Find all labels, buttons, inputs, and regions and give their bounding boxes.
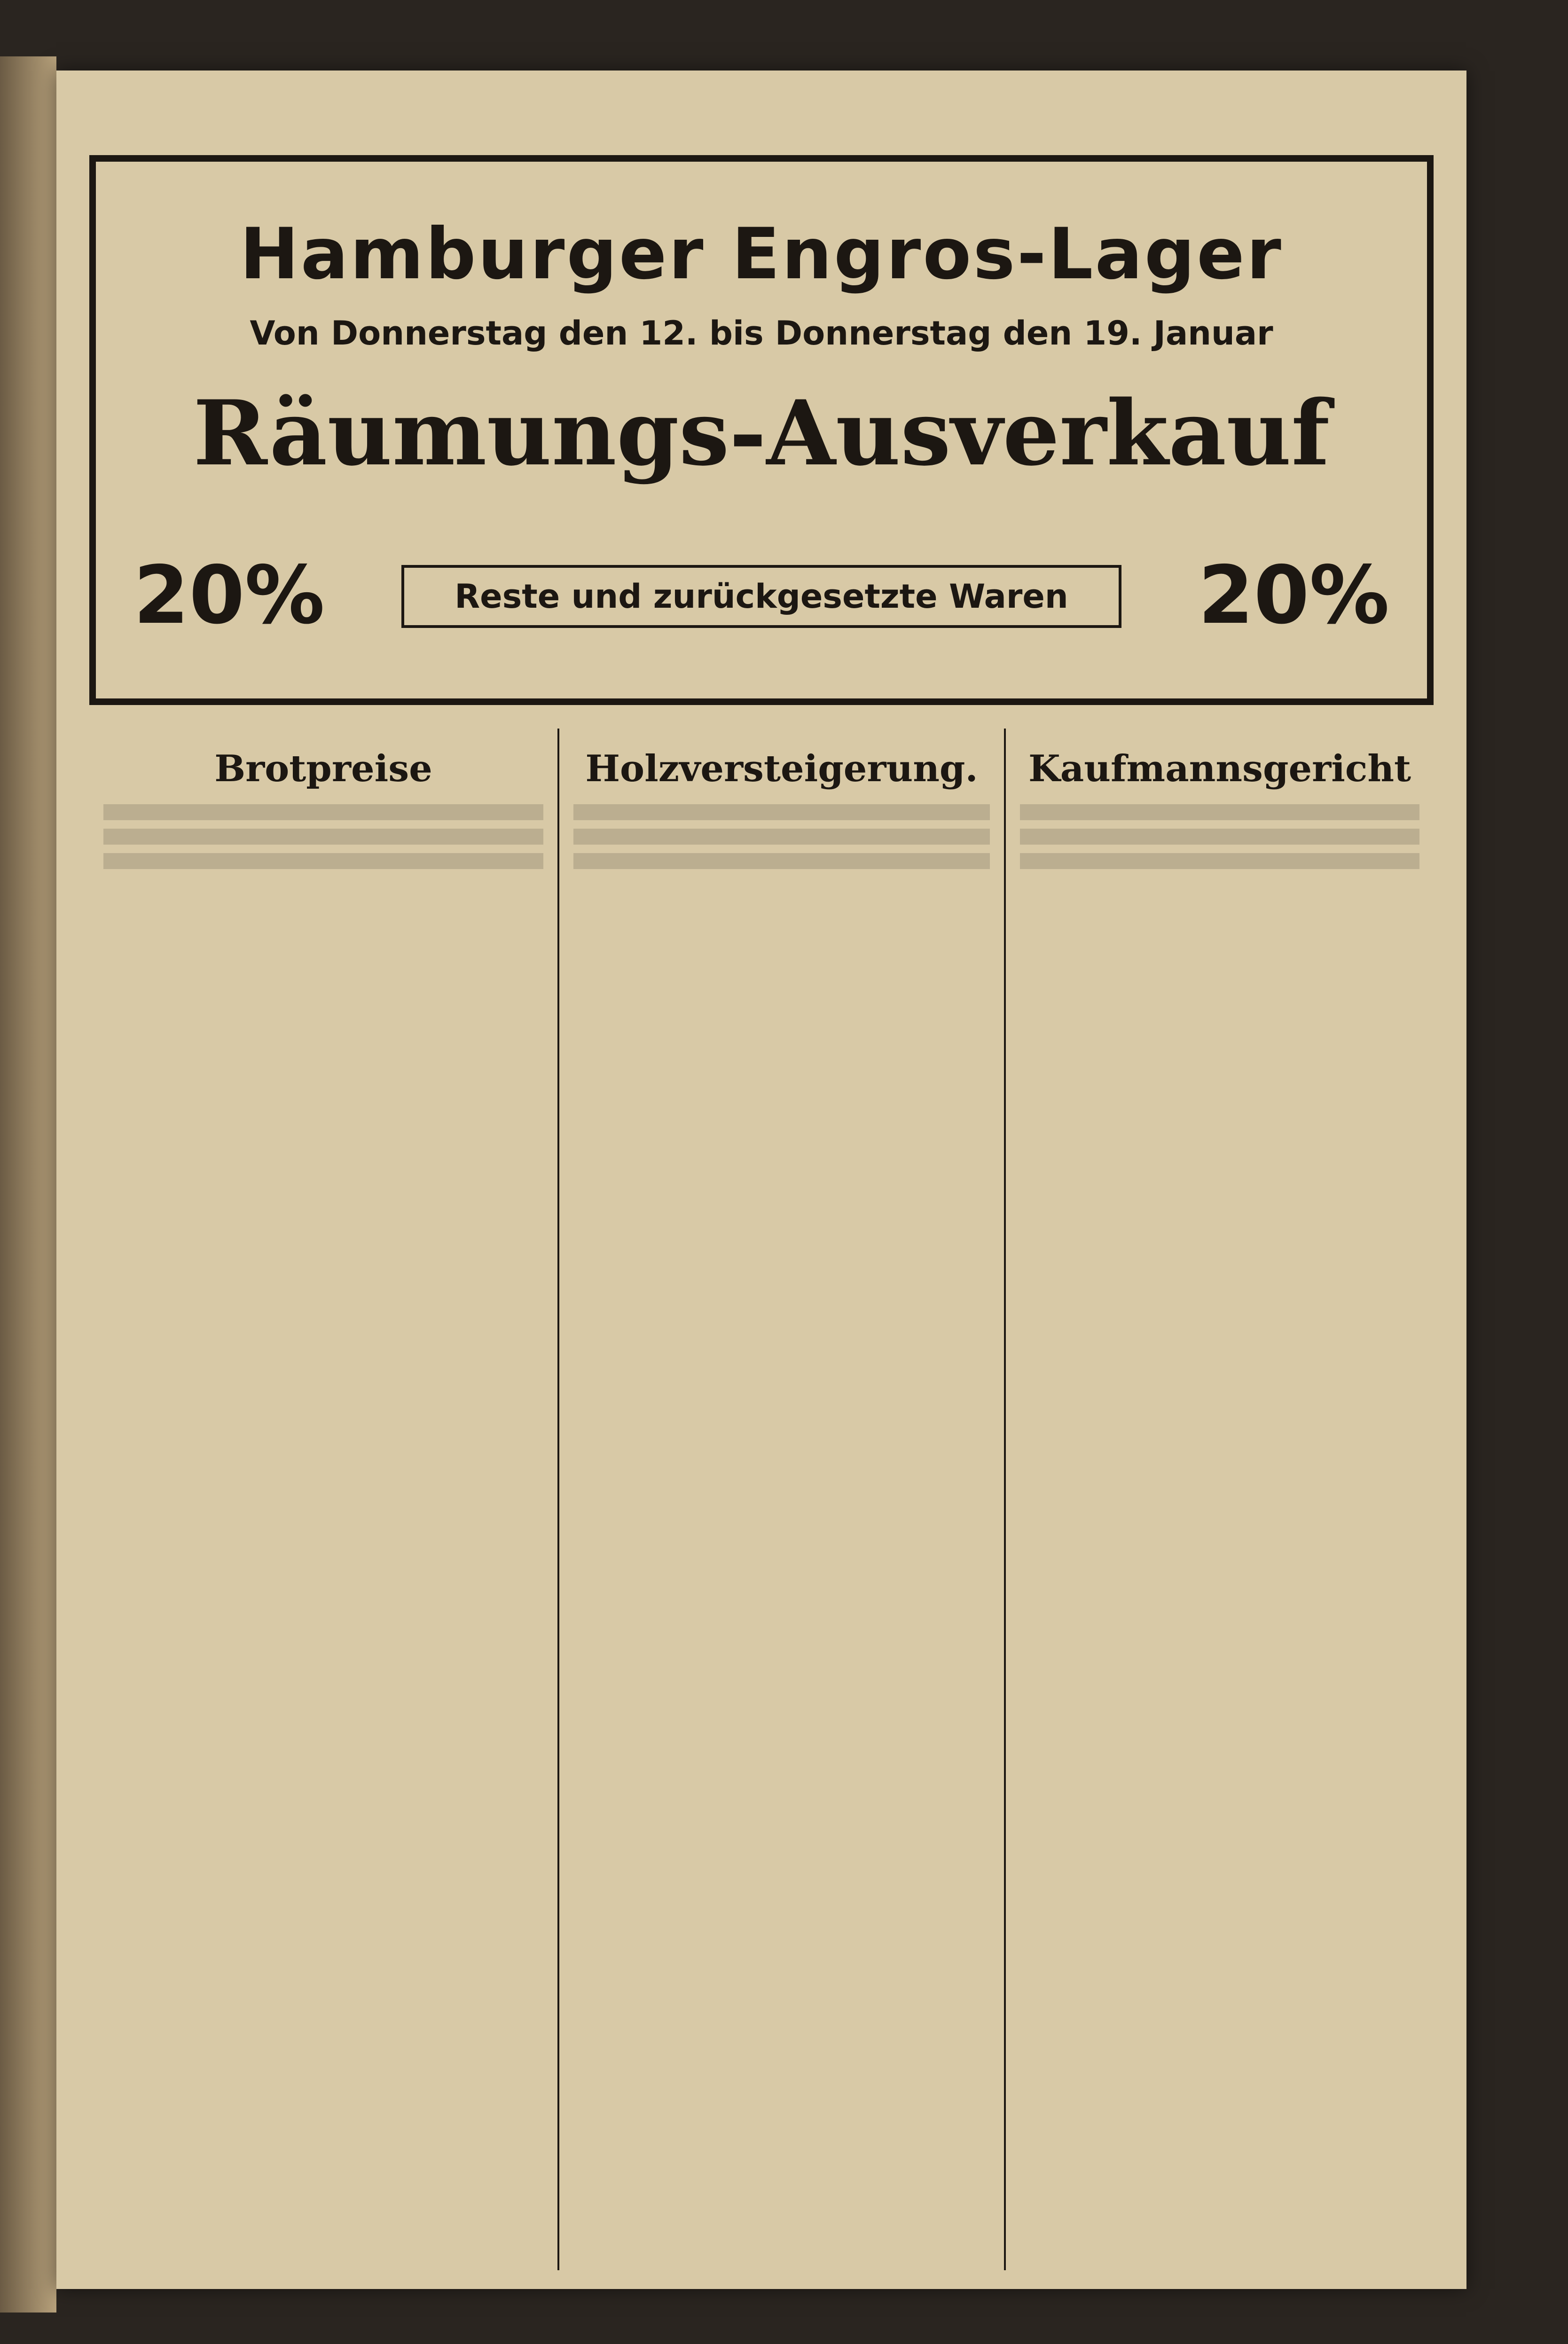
column-heading: Brotpreise — [214, 747, 432, 790]
column-heading: Kaufmannsgericht — [1028, 747, 1411, 790]
column-heading: Holzversteigerung. — [585, 747, 978, 790]
column-right — [1006, 729, 1434, 2270]
newspaper-page — [56, 71, 1466, 2289]
text-block — [573, 853, 990, 869]
remnants-box: Reste und zurückgesetzte Waren — [401, 565, 1121, 628]
book-spine — [0, 56, 56, 2313]
text-block — [573, 804, 990, 820]
text-block — [103, 829, 543, 845]
text-block — [1020, 829, 1419, 845]
advertisement-banner — [89, 155, 1434, 705]
discount-left: 20% — [133, 549, 325, 642]
column-left — [89, 729, 559, 2270]
banner-subline: Von Donnerstag den 12. bis Donnerstag den 19. Januar — [250, 314, 1273, 353]
text-block — [573, 829, 990, 845]
text-block — [1020, 804, 1419, 820]
text-block — [1020, 853, 1419, 869]
text-block — [103, 804, 543, 820]
banner-sale: Räumungs-Ausverkauf — [193, 381, 1330, 486]
column-middle — [559, 729, 1006, 2270]
text-block — [103, 853, 543, 869]
discount-right: 20% — [1198, 549, 1389, 642]
banner-headline: Hamburger Engros-Lager — [240, 213, 1283, 295]
